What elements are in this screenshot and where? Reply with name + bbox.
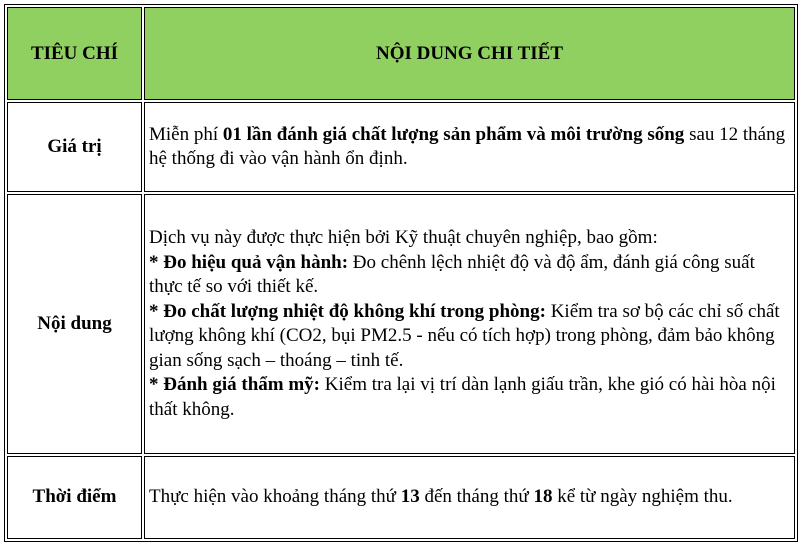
- item-text: Kiểm tra sơ bộ các chỉ số chất lượng không khí (CO2, bụi PM2.5 - nếu có tích hợp) trong phòng, đảm bảo không gian sống sạch – thoáng – tinh tế.: [149, 300, 780, 371]
- row-label-content: Nội dung: [7, 194, 142, 453]
- timing-month-start: 13: [400, 486, 420, 508]
- item-title: * Đánh giá thẩm mỹ:: [149, 374, 321, 396]
- row-content-content: [144, 194, 795, 453]
- item-title: * Đo chất lượng nhiệt độ không khí trong phòng:: [149, 300, 546, 322]
- table-row: [7, 102, 795, 192]
- value-text-bold: 01 lần đánh giá chất lượng sản phẩm và môi trường sống: [222, 123, 685, 145]
- item-text: Kiểm tra lại vị trí dàn lạnh giấu trần, khe gió có hài hòa nội thất không.: [149, 374, 776, 420]
- row-content-timing: [144, 456, 795, 539]
- criteria-table: [4, 4, 798, 542]
- content-item-aesthetics: [149, 373, 790, 422]
- header-criteria: TIÊU CHÍ: [7, 7, 142, 100]
- timing-text-1: Thực hiện vào khoảng tháng thứ: [149, 486, 401, 508]
- table-header-row: [7, 7, 795, 100]
- item-title: * Đo hiệu quả vận hành:: [149, 251, 349, 273]
- table-row: [7, 194, 795, 453]
- row-content-value: [144, 102, 795, 192]
- timing-text-2: đến tháng thứ: [419, 486, 534, 508]
- timing-month-end: 18: [533, 486, 553, 508]
- value-text-2: sau 12 tháng hệ thống đi vào vận hành ổn định.: [149, 123, 786, 170]
- value-text-1: Miễn phí: [149, 123, 223, 145]
- content-intro: Dịch vụ này được thực hiện bởi Kỹ thuật chuyên nghiệp, bao gồm:: [149, 227, 658, 249]
- timing-text-3: kể từ ngày nghiệm thu.: [552, 486, 733, 508]
- header-details: NỘI DUNG CHI TIẾT: [144, 7, 795, 100]
- item-text: Đo chênh lệch nhiệt độ và độ ẩm, đánh giá công suất thực tế so với thiết kế.: [149, 251, 755, 298]
- content-item-air-quality: [149, 300, 790, 374]
- content-item-performance: [149, 251, 790, 300]
- row-label-timing: Thời điểm: [7, 456, 142, 539]
- row-label-value: Giá trị: [7, 102, 142, 192]
- table-row: [7, 456, 795, 539]
